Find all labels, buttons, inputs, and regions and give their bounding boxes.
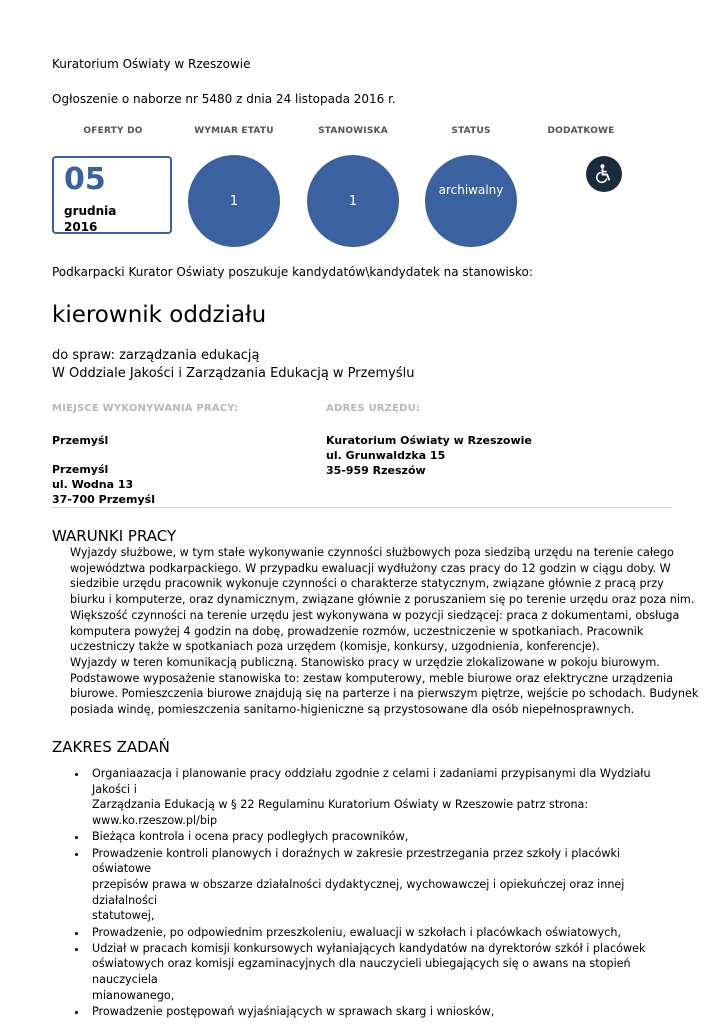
office-address-label: ADRES URZĘDU:	[326, 403, 421, 414]
list-item	[88, 925, 682, 941]
list-item	[88, 766, 682, 829]
text-line: Zarządzania Edukacją w § 22 Regulaminu Kuratorium Oświaty w Rzeszowie patrz strona:	[92, 798, 589, 812]
workplace-address	[52, 462, 155, 507]
address-line: Kuratorium Oświaty w Rzeszowie	[326, 434, 532, 447]
header-status: STATUS	[451, 126, 491, 136]
address-line: ul. Wodna 13	[52, 478, 134, 491]
duties-list	[72, 766, 682, 1020]
work-conditions-heading: WARUNKI PRACY	[52, 527, 177, 545]
deadline-month: grudnia	[64, 204, 117, 218]
list-item	[88, 941, 682, 1004]
header-extras: DODATKOWE	[547, 126, 615, 136]
text-line: statutowej,	[92, 909, 155, 923]
text-line: mianowanego,	[92, 988, 175, 1002]
address-line: 35-959 Rzeszów	[326, 464, 426, 477]
text-line: oświatowych oraz komisji egzaminacyjnych dla nauczycieli ubiegających się o awans na stopień nauczyciela	[92, 957, 631, 987]
workplace-label: MIEJSCE WYKONYWANIA PRACY:	[52, 403, 239, 414]
header-positions: STANOWISKA	[318, 126, 388, 136]
text-line: • Prowadzenie, po odpowiednim przeszkoleniu, ewaluacji w szkołach i placówkach oświatowych,	[92, 925, 621, 939]
text-line: • Organiaazacja i planowanie pracy oddziału zgodnie z celami i zadaniami przypisanymi dla Wydziału Jakości i	[92, 767, 651, 796]
address-line: Przemyśl	[52, 463, 109, 476]
text-line: biurku i komputerze, oraz dynamicznym, związane głównie z poruszaniem się po terenie urzędu oraz poza nim.	[70, 593, 695, 607]
text-line: posiada windę, pomieszczenia sanitarno-higieniczne są przystosowane dla osób niepełnosprawnych.	[70, 703, 635, 717]
work-conditions-text	[70, 545, 698, 718]
text-line: siedzibie urzędu pracownik wykonuje czynności o charakterze statycznym, związane głównie z pracą przy	[70, 577, 664, 591]
text-line: • Prowadzenie postępowań wyjaśniających w sprawach skarg i wniosków,	[92, 1005, 495, 1019]
text-line: Większość czynności na terenie urzędu jest wykonywana w pozycji siedzącej: praca z dokumentami, obsługa	[70, 608, 680, 622]
section-divider	[52, 507, 672, 508]
list-item	[88, 1004, 682, 1020]
text-line: uczestniczy także w spotkaniach poza urzędem (komisje, konkursy, uzgodnienia, konferencje).	[70, 640, 600, 654]
text-line: Wyjazdy w teren komunikacją publiczną. Stanowisko pracy w urzędzie zlokalizowane w pokoju biurowym.	[70, 655, 660, 669]
deadline-year: 2016	[64, 220, 98, 234]
list-item	[88, 829, 682, 845]
address-line: ul. Grunwaldzka 15	[326, 449, 446, 462]
text-line: • Prowadzenie kontroli planowych i doraźnych w zakresie przestrzegania przez szkoły i placówki oświatowe	[92, 846, 621, 876]
text-line: przepisów prawa w obszarze działalności dydaktycznej, wychowawczej i opiekuńczej oraz innej działalności	[92, 877, 625, 907]
duties-heading: ZAKRES ZADAŃ	[52, 738, 170, 756]
positions-value: 1	[348, 193, 358, 209]
organization-name: Kuratorium Oświaty w Rzeszowie	[52, 57, 251, 71]
job-title: kierownik oddziału	[52, 302, 267, 328]
job-subtitle-department: do spraw: zarządzania edukacją	[52, 348, 260, 363]
text-line: województwa podkarpackiego. W przypadku ewaluacji wydłużony czas pracy do 12 godzin w ciągu doby. W	[70, 561, 671, 575]
header-fte: WYMIAR ETATU	[194, 126, 274, 136]
text-line: Wyjazdy służbowe, w tym stałe wykonywanie czynności służbowych poza siedzibą urzędu na terenie całego	[70, 546, 674, 559]
address-line: 37-700 Przemyśl	[52, 493, 155, 506]
text-line: komputera powyżej 4 godzin na dobę, prowadzenie rozmów, uczestniczenie w spotkaniach. Pracownik	[70, 624, 644, 638]
text-line: • Bieżąca kontrola i ocena pracy podległych pracowników,	[92, 830, 409, 844]
recruitment-intro: Podkarpacki Kurator Oświaty poszukuje kandydatów\kandydatek na stanowisko:	[52, 265, 533, 279]
positions-circle	[307, 155, 399, 247]
text-line: • Udział w pracach komisji konkursowych wyłaniających kandydatów na dyrektorów szkół i placówek	[92, 941, 646, 955]
deadline-date-box	[52, 156, 172, 234]
fte-circle	[188, 155, 280, 247]
fte-value: 1	[229, 193, 239, 209]
status-circle	[425, 155, 517, 247]
text-line: Podstawowe wyposażenie stanowiska to: zestaw komputerowy, meble biurowe oraz elektryczne urządzenia	[70, 671, 674, 685]
header-deadline: OFERTY DO	[83, 126, 143, 136]
wheelchair-accessibility-icon	[586, 156, 622, 192]
workplace-city: Przemyśl	[52, 434, 109, 447]
job-subtitle-unit: W Oddziale Jakości i Zarządzania Edukacją w Przemyślu	[52, 366, 415, 381]
text-line: www.ko.rzeszow.pl/bip	[92, 814, 218, 828]
text-line: biurowe. Pomieszczenia biurowe znajdują się na parterze i na pierwszym piętrze, wejście po schodach. Budynek	[70, 687, 699, 701]
list-item	[88, 846, 682, 925]
status-value: archiwalny	[438, 183, 504, 197]
deadline-day: 05	[64, 162, 106, 197]
office-address	[326, 433, 532, 478]
announcement-title: Ogłoszenie o naborze nr 5480 z dnia 24 listopada 2016 r.	[52, 92, 396, 106]
